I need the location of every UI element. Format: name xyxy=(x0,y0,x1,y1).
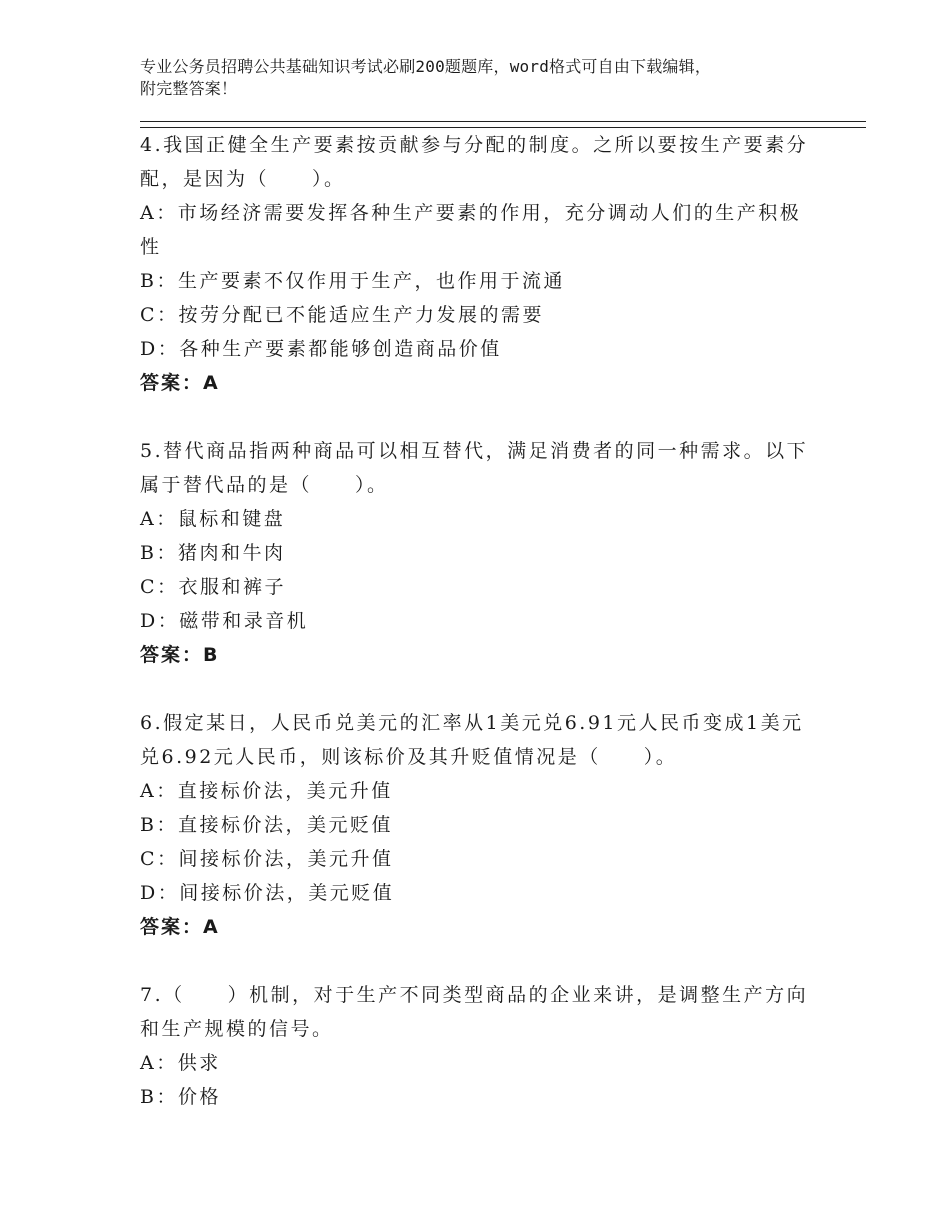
option-b: B：价格 xyxy=(140,1086,221,1108)
option-d: D：磁带和录音机 xyxy=(140,610,309,632)
header-line-2: 附完整答案！ xyxy=(140,79,238,98)
question-stem: 7.（ ）机制，对于生产不同类型商品的企业来讲，是调整生产方向和生产规模的信号。 xyxy=(140,984,809,1040)
page-header xyxy=(140,56,840,100)
option-a: A：市场经济需要发挥各种生产要素的作用，充分调动人们的生产积极性 xyxy=(140,202,802,258)
option-d: D：间接标价法，美元贬值 xyxy=(140,882,395,904)
question-stem: 5.替代商品指两种商品可以相互替代，满足消费者的同一种需求。以下属于替代品的是（ ）。 xyxy=(140,440,809,496)
option-b: B：猪肉和牛肉 xyxy=(140,542,286,564)
question-stem: 6.假定某日，人民币兑美元的汇率从1美元兑6.91元人民币变成1美元兑6.92元人民币，则该标价及其升贬值情况是（ ）。 xyxy=(140,712,804,768)
question-4 xyxy=(140,128,820,400)
option-c: C：按劳分配已不能适应生产力发展的需要 xyxy=(140,304,545,326)
question-6 xyxy=(140,706,820,944)
option-c: C：衣服和裤子 xyxy=(140,576,287,598)
option-a: A：鼠标和键盘 xyxy=(140,508,286,530)
option-c: C：间接标价法，美元升值 xyxy=(140,848,394,870)
option-a: A：直接标价法，美元升值 xyxy=(140,780,393,802)
answer-line: 答案：A xyxy=(140,916,220,938)
answer-line: 答案：B xyxy=(140,644,220,666)
header-divider xyxy=(140,121,866,128)
header-line-1: 专业公务员招聘公共基础知识考试必刷200题题库，word格式可自由下载编辑， xyxy=(140,57,712,76)
question-list xyxy=(140,128,820,1114)
question-stem: 4.我国正健全生产要素按贡献参与分配的制度。之所以要按生产要素分配，是因为（ ）。 xyxy=(140,134,809,190)
option-a: A：供求 xyxy=(140,1052,221,1074)
option-b: B：直接标价法，美元贬值 xyxy=(140,814,393,836)
question-7 xyxy=(140,978,820,1114)
answer-line: 答案：A xyxy=(140,372,220,394)
question-5 xyxy=(140,434,820,672)
option-b: B：生产要素不仅作用于生产，也作用于流通 xyxy=(140,270,565,292)
option-d: D：各种生产要素都能够创造商品价值 xyxy=(140,338,502,360)
